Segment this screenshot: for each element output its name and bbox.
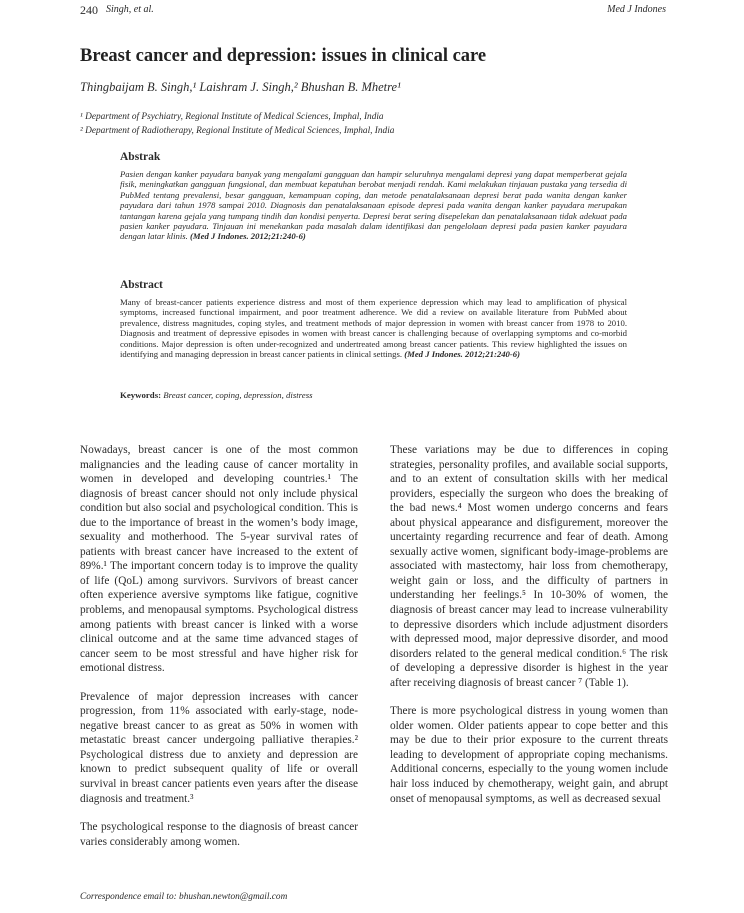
abstrak-section: [120, 151, 627, 242]
body-paragraph: There is more psychological distress in young women than older women. Older patients appear to cope better and this may be due to their prior exposure to the current threats leading to development of appropriate coping mechanisms. Additional concerns, especially to the young women include hair loss induced by chemotherapy, weight gain, and abrupt onset of menopausal symptoms, as well as decreased sexual: [390, 705, 668, 805]
body-paragraph: Prevalence of major depression increases with cancer progression, from 11% associated with early-stage, node-negative breast cancer to as great as 50% in women with metastatic breast cancer undergoing palliative therapies.² Psychological distress due to anxiety and depression are known to predict subsequent quality of life or overall survival in breast cancer patients even years after the disease diagnosis and treatment.³: [80, 690, 358, 805]
affiliation-2: ² Department of Radiotherapy, Regional Institute of Medical Sciences, Imphal, India: [80, 126, 395, 136]
body-column-left: [80, 443, 358, 863]
abstract-section: [120, 279, 627, 359]
running-header: [80, 3, 666, 19]
journal-name: Med J Indones: [607, 4, 666, 15]
abstract-citation: (Med J Indones. 2012;21:240-6): [404, 349, 521, 360]
abstract-heading: Abstract: [120, 279, 163, 291]
affiliation-1: ¹ Department of Psychiatry, Regional Institute of Medical Sciences, Imphal, India: [80, 112, 384, 122]
body-paragraph: These variations may be due to differences in coping strategies, personality profiles, and available social supports, and to an extent of consultation skills with her medical providers, especially the surgeon who does the breaking of the bad news.⁴ Most women undergo concerns and fears about physical appearance and disfigurement, moreover the uncertainty regarding recurrence and fear of death. Among sexually active women, significant body-image-problems are associated with mastectomy, hair loss from chemotherapy, weight gain or loss, and the difficulty of partners in understanding her feelings.⁵ In 10-30% of women, the diagnosis of breast cancer may lead to increase vulnerability to depressive disorders which include adjustment disorders with depressed mood, major depressive disorder, and mood disorders related to the general medical condition.⁶ The risk of developing a depressive disorder is highest in the year after receiving diagnosis of breast cancer ⁷ (Table 1).: [390, 444, 668, 689]
abstract-text: [120, 297, 627, 359]
keywords-list: Breast cancer, coping, depression, distress: [163, 390, 313, 400]
abstrak-body: Pasien dengan kanker payudara banyak yang mengalami gangguan dan hampir seluruhnya mengalami depresi yang dapat memperberat gejala fisik, meningkatkan gangguan fungsional, dan membuat kepatuhan berobat menjadi rendah. Kami melakukan tinjauan pustaka yang tersedia di PubMed tentang prevalensi, besar gangguan, kemampuan coping, dan metode penatalaksanaan depresi berat pada wanita dengan kanker payudara dari tahun 1978 sampai 2010. Diagnosis dan penatalaksanaan episode depresi pada wanita dengan kanker payudara merupakan tantangan karena gejala yang tumpang tindih dan kondisi penyerta. Depresi berat sering disepelekan dan penatalaksanaan tidak adekuat pada pasien kanker payudara. Tinjauan ini menekankan pada masalah dalam identifikasi dan pengelolaan depresi pada pasien kanker payudara dengan latar klinis.: [120, 169, 627, 242]
body-paragraph: The psychological response to the diagnosis of breast cancer varies considerably among women.: [80, 821, 358, 848]
body-paragraph: Nowadays, breast cancer is one of the most common malignancies and the leading cause of cancer mortality in women in developed and developing countries.¹ The diagnosis of breast cancer should not only include physical condition but also social and psychological condition. This is due to the importance of breast in the women’s body image, sexuality and motherhood. The 5-year survival rates of patients with breast cancer have increased to the extent of 89%.¹ The important concern today is to improve the quality of life (QoL) among survivors. Survivors of breast cancer often experience aversive symptoms like fatigue, cognitive problems, and menopausal symptoms. Psychological distress among patients with breast cancer is linked with a worse clinical outcome and at the same time advanced stages of cancer seem to be most stressful and have higher risk for emotional distress.: [80, 444, 358, 675]
abstract-body: Many of breast-cancer patients experience distress and most of them experience depression which may lead to amplification of physical symptoms, increased functional impairment, and poor treatment adherence. We did a review on available literature from PubMed about prevalence, distress magnitudes, coping styles, and treatment methods of major depression in women with breast cancer from 1978 to 2010. Diagnosis and treatment of depressive episodes in women with breast cancer is challenging because of overlapping symptoms and co-morbid conditions. Major depression is often under-recognized and undertreated among breast cancer patients. This review highlighted the issues on identifying and managing depression in breast cancer patients in clinical settings.: [120, 297, 627, 360]
affiliations: [80, 110, 394, 138]
keywords: [120, 390, 313, 400]
body-column-right: [390, 443, 668, 820]
author-list: Thingbaijam B. Singh,¹ Laishram J. Singh,² Bhushan B. Mhetre¹: [80, 80, 401, 94]
keywords-label: Keywords:: [120, 390, 162, 400]
page-number: 240: [80, 3, 98, 17]
running-authors: Singh, et al.: [106, 4, 154, 15]
abstrak-citation: (Med J Indones. 2012;21:240-6): [189, 231, 306, 242]
abstrak-text: [120, 169, 627, 242]
abstrak-heading: Abstrak: [120, 151, 161, 163]
article-title: Breast cancer and depression: issues in clinical care: [80, 46, 487, 66]
correspondence-note: Correspondence email to: bhushan.newton@gmail.com: [80, 892, 288, 902]
